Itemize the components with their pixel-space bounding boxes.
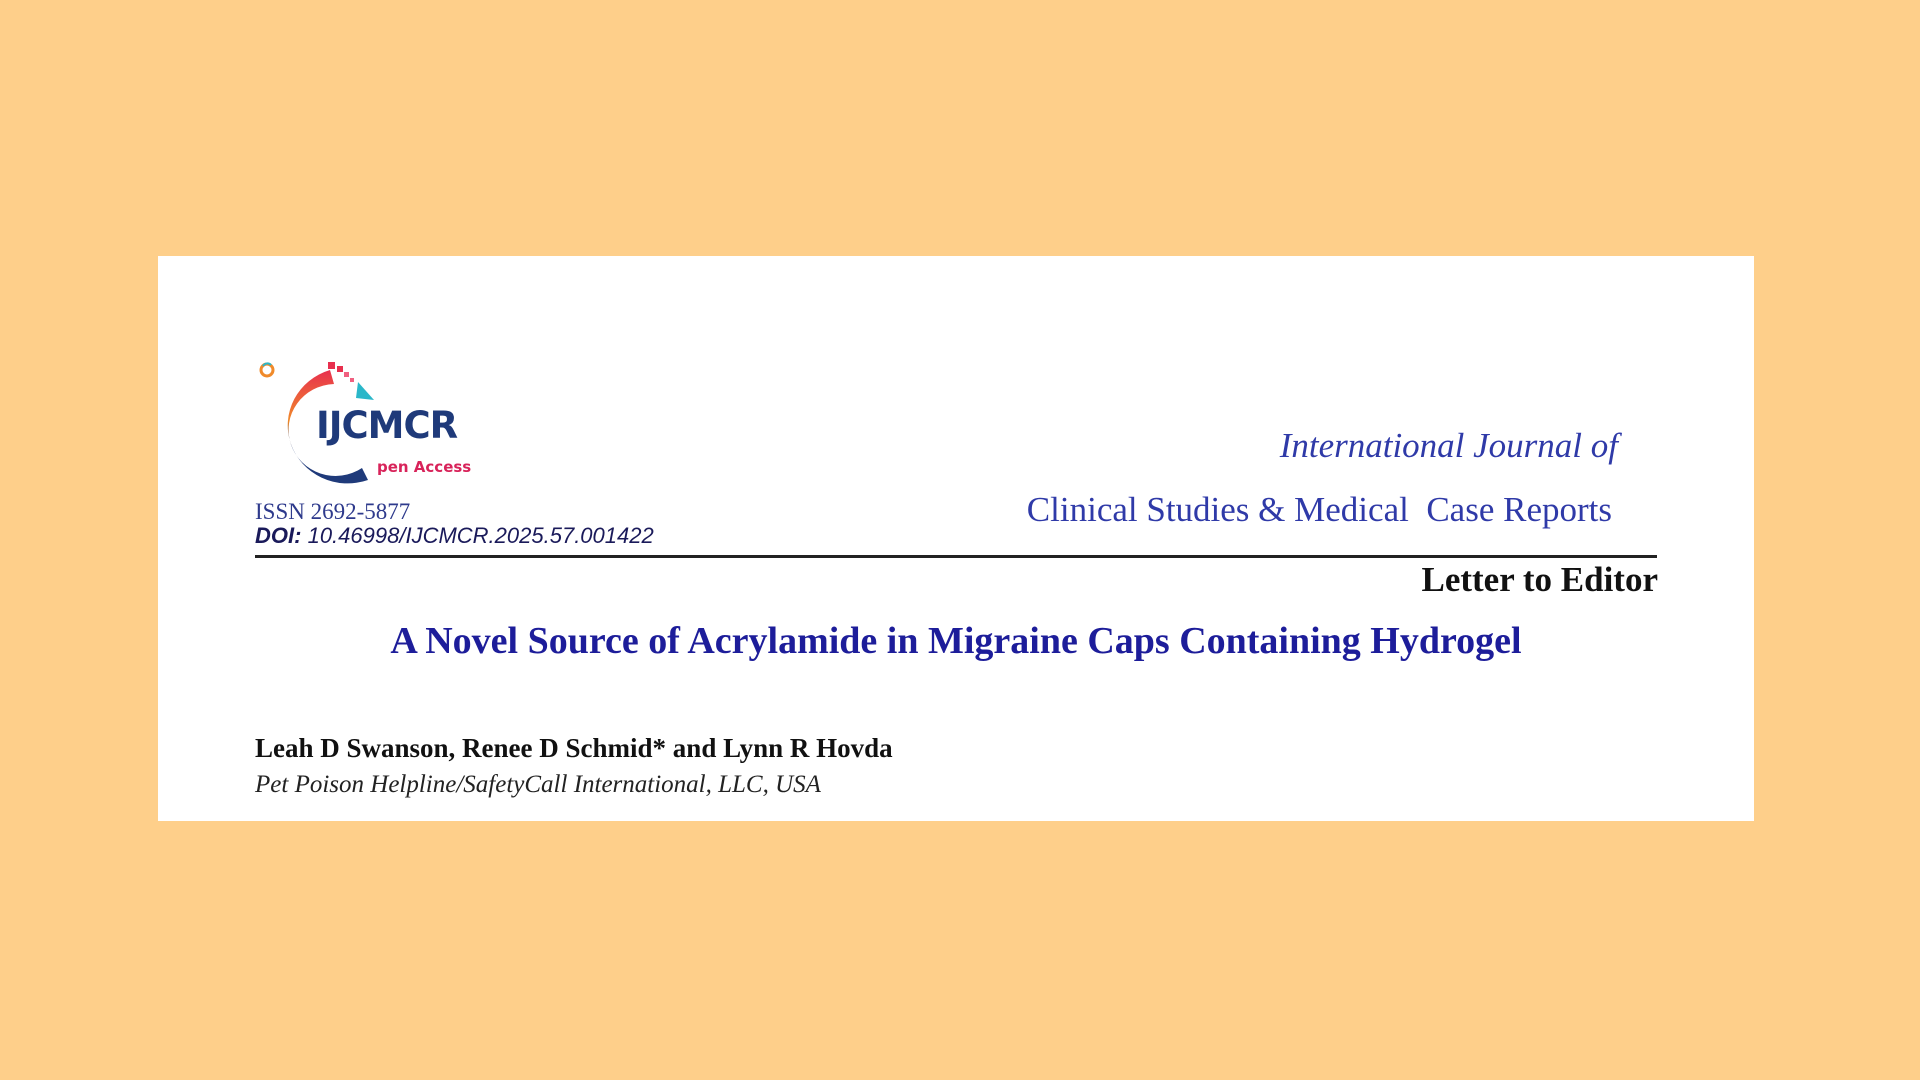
- doi-value: 10.46998/IJCMCR.2025.57.001422: [307, 523, 654, 548]
- journal-name-line1: International Journal of: [1279, 426, 1618, 465]
- open-access-icon: [258, 360, 276, 378]
- article-type: Letter to Editor: [1421, 560, 1658, 599]
- journal-name-line2: Clinical Studies & Medical Case Reports: [1026, 490, 1612, 529]
- article-authors: Leah D Swanson, Renee D Schmid* and Lynn R Hovda: [255, 733, 893, 763]
- open-access-label: pen Access: [377, 458, 472, 476]
- doi[interactable]: [255, 523, 654, 549]
- author-affiliation: Pet Poison Helpline/SafetyCall International, LLC, USA: [255, 771, 821, 798]
- article-header-card: [158, 256, 1754, 821]
- header-divider: [255, 555, 1657, 558]
- issn: ISSN 2692-5877: [255, 499, 411, 524]
- doi-label: DOI:: [255, 523, 302, 548]
- journal-logo: [258, 360, 508, 490]
- article-title: A Novel Source of Acrylamide in Migraine Caps Containing Hydrogel: [390, 620, 1522, 662]
- logo-wordmark: IJCMCR: [316, 404, 458, 447]
